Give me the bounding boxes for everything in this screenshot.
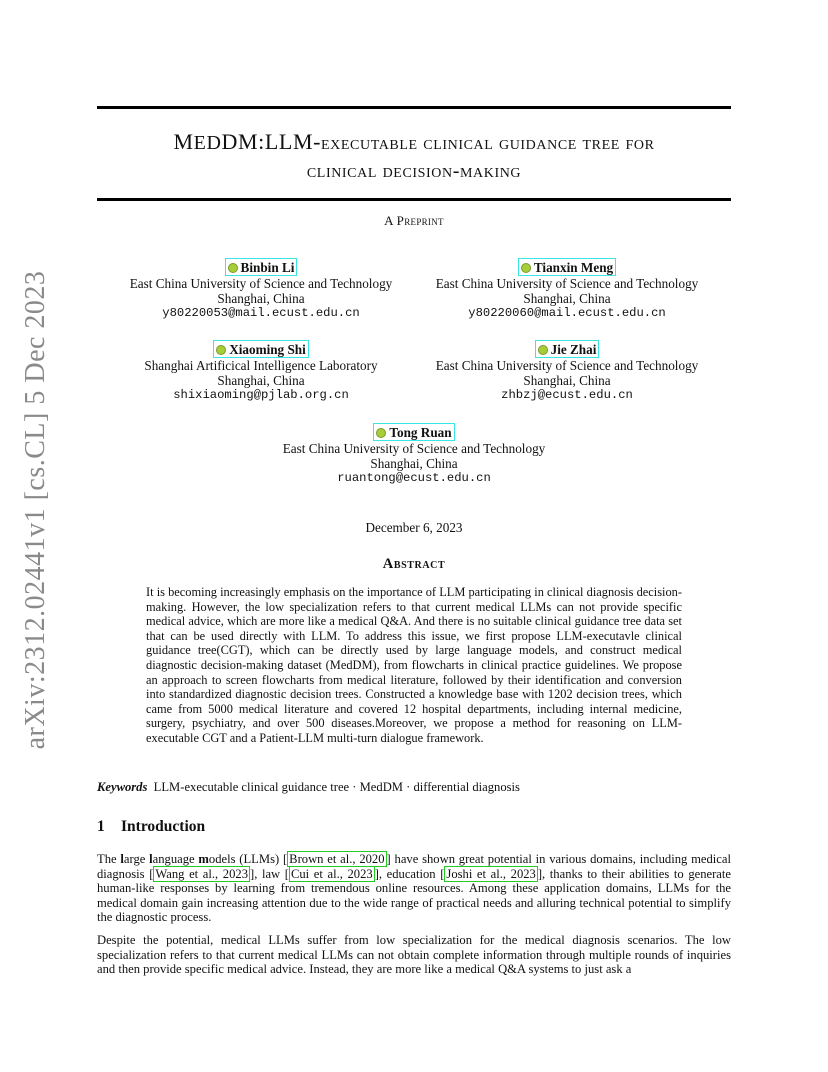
keywords-label: Keywords [97, 780, 148, 794]
abstract-heading: Abstract [382, 556, 446, 572]
title-rule-top [97, 106, 731, 109]
author-location: Shanghai, China [370, 456, 458, 471]
title-line2: clinical decision-making [306, 160, 522, 182]
author-email[interactable]: ruantong@ecust.edu.cn [337, 471, 491, 485]
abstract-text: It is becoming increasingly emphasis on the importance of LLM participating in clinical diagnosis decision-making. However, the low specialization refers to that current medical LLMs can not provide specific medical advice, which are more like a medical Q&A. And there is no suitable clinical guidance tree data set that can be used directly with LLM. To address this issue, we first propose LLM-executavle clinical guidance tree(CGT), which can be directly used by large language models, and construct medical diagnostic decision-making dataset (MedDM), from flowcharts in clinical practice guidelines. We propose an approach to screen flowcharts from medical literature, followed by their identification and conversion into standardized diagnostic decision trees. Constructed a knowledge base with 1202 decision trees, which came from 5000 medical literature and covered 12 hospital departments, including internal medicine, surgery, psychiatry, and over 500 diseases.Moreover, we propose a method for reasoning on LLM-executable CGT and a Patient-LLM multi-turn dialogue framework. [146, 585, 682, 745]
preprint-label: A Preprint [384, 213, 444, 228]
keywords [97, 780, 731, 795]
orcid-icon [376, 428, 386, 438]
author-name-link[interactable]: Jie Zhai [535, 340, 600, 358]
author-name-link[interactable]: Binbin Li [225, 258, 298, 276]
keywords-text: LLM-executable clinical guidance tree · MedDM · differential diagnosis [153, 780, 520, 794]
intro-paragraph-1: The large language models (LLMs) [ Brown et al., 2020 ] have shown great potential in various domains, including medical diagnosis [ Wang et al., 2023 ], law [ Cui et al., 2023 ], education [ Joshi et al., 2023 ], thanks to their abilities to generate human-like responses by learning from tremendous online resources. Among these application domains, LLMs for the medical domain gain increasing attention due to the wide range of practical needs and alluring technical potential to simplify the diagnostic process. [97, 852, 731, 925]
author-email[interactable]: y80220053@mail.ecust.edu.cn [162, 306, 360, 320]
author-email[interactable]: shixiaoming@pjlab.org.cn [173, 388, 349, 402]
author-affiliation: East China University of Science and Technology [435, 358, 699, 373]
author-name-link[interactable]: Tong Ruan [373, 423, 454, 441]
orcid-icon [538, 345, 548, 355]
orcid-icon [228, 263, 238, 273]
author-card [120, 340, 402, 403]
author-name-link[interactable]: Xiaoming Shi [213, 340, 309, 358]
author-affiliation: Shanghai Artificical Intelligence Laboratory [144, 358, 378, 373]
author-card [414, 340, 720, 403]
author-affiliation: East China University of Science and Technology [435, 276, 699, 291]
title-rule-bottom [97, 198, 731, 201]
intro-paragraph-2: Despite the potential, medical LLMs suffer from low specialization for the medical diagnosis scenarios. The low specialization refers to that current medical LLMs can not obtain complete information through multiple rounds of inquiries and then provide specific medical advice. Instead, they are more like a medical Q&A systems to just ask a [97, 933, 731, 977]
orcid-icon [521, 263, 531, 273]
author-affiliation: East China University of Science and Technology [282, 441, 546, 456]
orcid-icon [216, 345, 226, 355]
citation-link[interactable]: Wang et al., 2023 [155, 866, 248, 881]
citation-link[interactable]: Brown et al., 2020 [289, 852, 385, 866]
author-email[interactable]: y80220060@mail.ecust.edu.cn [468, 306, 666, 320]
title-line1-rest: executable clinical guidance tree for [321, 132, 655, 154]
citation-link[interactable]: Cui et al., 2023 [290, 866, 373, 881]
author-location: Shanghai, China [523, 373, 611, 388]
arxiv-sidebar [20, 260, 52, 760]
author-affiliation: East China University of Science and Technology [129, 276, 393, 291]
paper-date: December 6, 2023 [365, 520, 463, 535]
paper-title: MEDDM:LLM-executable clinical guidance tree for clinical decision-making [97, 128, 731, 185]
author-name-link[interactable]: Tianxin Meng [518, 258, 616, 276]
author-card [273, 423, 555, 486]
author-location: Shanghai, China [217, 291, 305, 306]
author-card [426, 258, 708, 321]
author-email[interactable]: zhbzj@ecust.edu.cn [501, 388, 633, 402]
section-heading: 1 Introduction [97, 818, 206, 835]
arxiv-id: arXiv:2312.02441v1 [cs.CL] 5 Dec 2023 [20, 270, 51, 750]
author-location: Shanghai, China [217, 373, 305, 388]
author-card [120, 258, 402, 321]
author-location: Shanghai, China [523, 291, 611, 306]
citation-link[interactable]: Joshi et al., 2023 [446, 866, 536, 881]
